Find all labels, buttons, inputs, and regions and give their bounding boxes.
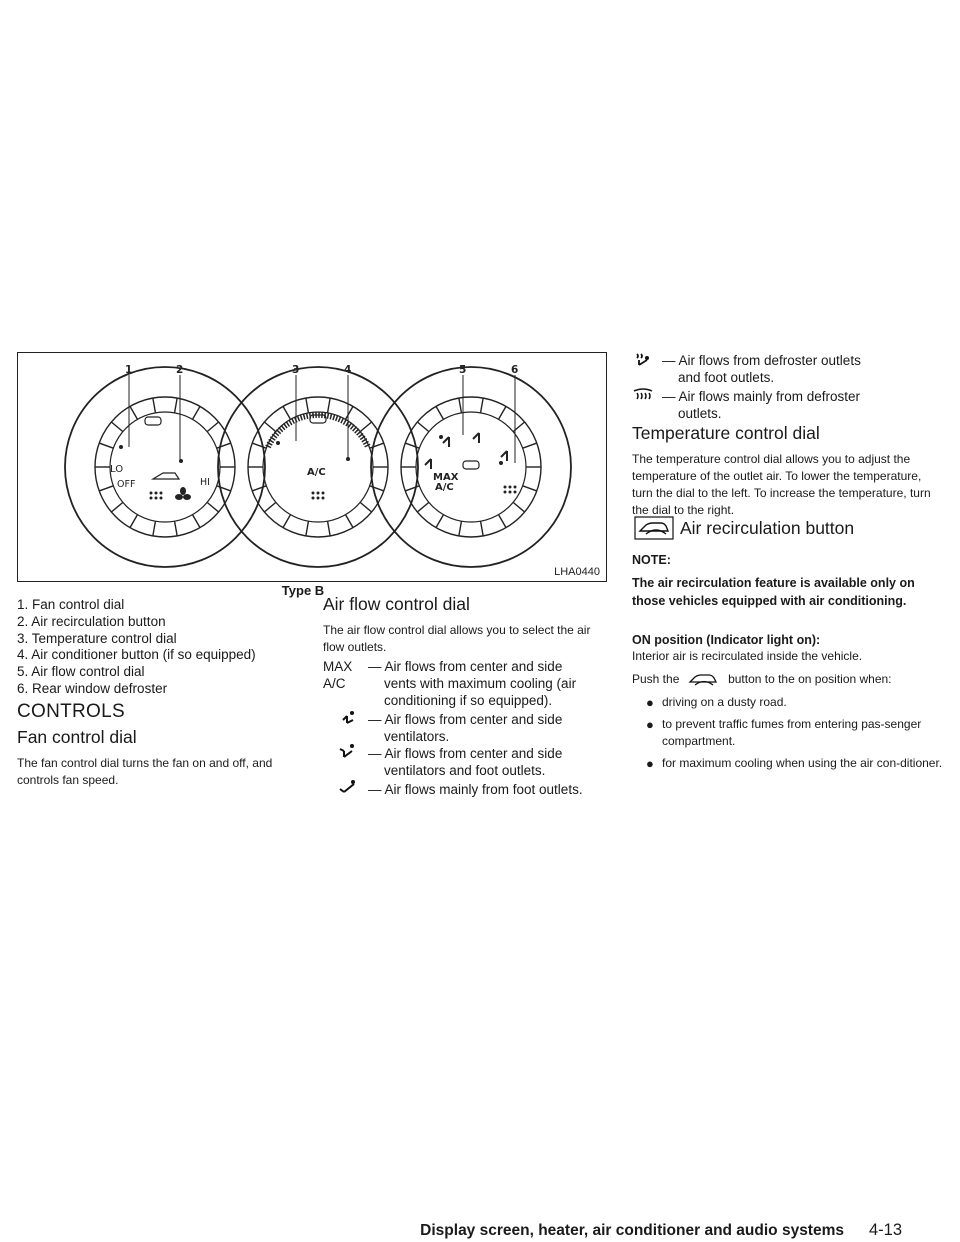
airflow-modes: MAX A/C — Air flows from center and side vents with maximum cooling (air conditioning if so equipped). — Air flows from center and side ventilators. bbox=[323, 659, 577, 744]
fan-dial-body: The fan control dial turns the fan on and off, and controls fan speed. bbox=[17, 756, 273, 787]
temperature-heading: Temperature control dial bbox=[632, 423, 820, 443]
bilevel-mode-icon bbox=[338, 743, 358, 759]
push-instruction: Push the button to the on position when: bbox=[632, 672, 892, 686]
airflow-dial-drawing bbox=[371, 367, 571, 567]
recirculation-heading: Air recirculation button bbox=[680, 518, 855, 538]
list-item: 5. Air flow control dial bbox=[17, 664, 145, 680]
air-recirculation-icon bbox=[634, 516, 674, 540]
list-item: 2. Air recirculation button bbox=[17, 613, 166, 629]
dial3-ac-label: A/C bbox=[435, 482, 454, 493]
figure-caption: Type B bbox=[281, 583, 325, 598]
bullet-item: ● driving on a dusty road. bbox=[646, 695, 787, 710]
callout-6: 6 bbox=[511, 364, 519, 376]
note-body: The air recirculation feature is available only on those vehicles equipped with air conditioning. bbox=[632, 576, 915, 608]
callout-2: 2 bbox=[176, 364, 184, 376]
dial2-ac-label: A/C bbox=[307, 467, 326, 478]
dial1-hi-label: HI bbox=[200, 477, 210, 488]
on-position-label: ON position (Indicator light on): bbox=[632, 633, 821, 647]
page-number: 4-13 bbox=[868, 1221, 902, 1239]
fan-dial-heading: Fan control dial bbox=[17, 727, 137, 747]
defrost-mode-icon bbox=[632, 388, 654, 402]
control-panel-figure bbox=[17, 352, 607, 582]
callout-1: 1 bbox=[125, 364, 133, 376]
airflow-modes-3 bbox=[323, 781, 613, 805]
airflow-intro: The air flow control dial allows you to select the air flow outlets. bbox=[323, 623, 591, 654]
airflow-heading: Air flow control dial bbox=[323, 594, 470, 614]
figure-code: LHA0440 bbox=[554, 566, 600, 578]
footer-section-title: Display screen, heater, air conditioner and audio systems bbox=[420, 1222, 844, 1239]
list-item: 1. Fan control dial bbox=[17, 597, 125, 612]
fan-dial-drawing bbox=[65, 367, 265, 567]
dial1-lo-label: LO bbox=[110, 464, 124, 475]
controls-heading: CONTROLS bbox=[17, 701, 125, 722]
callout-5: 5 bbox=[459, 364, 467, 376]
component-list bbox=[17, 597, 256, 698]
defrost-foot-mode-icon bbox=[634, 352, 652, 368]
airflow-modes-2: — Air flows from center and side ventilators and foot outlets. bbox=[323, 712, 613, 772]
callout-4: 4 bbox=[344, 364, 352, 376]
airflow-modes-4: — Air flows from defroster outlets and foot outlets. — Air flows mainly from defroster outlets. bbox=[632, 352, 932, 442]
list-item: 4. Air conditioner button (if so equipped) bbox=[17, 647, 256, 663]
list-item: 6. Rear window defroster bbox=[17, 680, 168, 696]
on-position-body: Interior air is recirculated inside the vehicle. bbox=[632, 649, 863, 663]
air-recirculation-icon bbox=[687, 671, 721, 687]
temperature-body: The temperature control dial allows you to adjust the temperature of the outlet air. To lower the temperature, turn the dial to the left. To increase the temperature, turn the dial to the right. bbox=[632, 452, 931, 517]
foot-mode-icon bbox=[338, 779, 358, 795]
bullet-item: ● to prevent traffic fumes from entering pas-senger compartment. bbox=[646, 717, 922, 748]
dial3-max-label: MAX bbox=[433, 472, 459, 483]
list-item: 3. Temperature control dial bbox=[17, 630, 177, 646]
foot-mode-desc: — Air flows mainly from foot outlets. bbox=[368, 782, 583, 797]
dial1-off-label: OFF bbox=[117, 479, 136, 490]
callout-3: 3 bbox=[292, 364, 300, 376]
bullet-item: ● for maximum cooling when using the air con-ditioner. bbox=[646, 756, 943, 771]
note-label: NOTE: bbox=[632, 553, 671, 567]
